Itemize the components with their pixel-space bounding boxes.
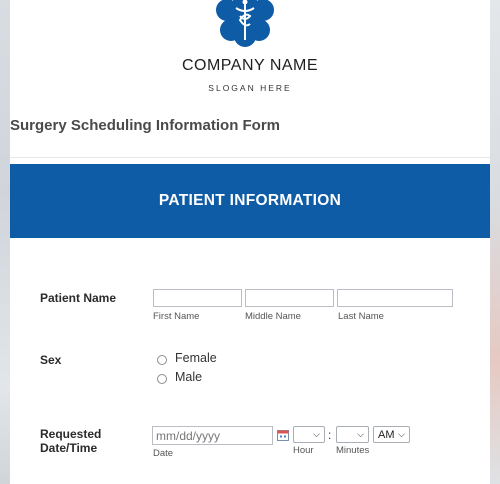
hour-sublabel: Hour: [293, 445, 314, 456]
female-radio-label[interactable]: Female: [175, 351, 217, 365]
first-name-input[interactable]: [153, 289, 242, 307]
ampm-select[interactable]: [373, 426, 410, 443]
calendar-icon[interactable]: [277, 429, 289, 441]
header-divider: [10, 157, 490, 158]
female-radio[interactable]: [157, 355, 167, 365]
chevron-down-icon: ⌵: [357, 429, 364, 439]
first-name-sublabel: First Name: [153, 311, 200, 322]
ampm-value: AM: [378, 428, 395, 441]
minutes-select[interactable]: [336, 426, 369, 443]
minutes-sublabel: Minutes: [336, 445, 370, 456]
caduceus-flower-logo-icon: [205, 0, 285, 50]
sex-label: Sex: [40, 353, 62, 367]
time-colon: :: [328, 428, 332, 442]
date-input[interactable]: [152, 426, 273, 445]
requested-label-line2: Date/Time: [40, 441, 98, 455]
last-name-input[interactable]: [337, 289, 453, 307]
hour-select[interactable]: [293, 426, 325, 443]
middle-name-sublabel: Middle Name: [245, 311, 301, 322]
male-radio[interactable]: [157, 374, 167, 384]
company-name: COMPANY NAME: [181, 57, 319, 74]
section-banner: [10, 164, 490, 238]
date-sublabel: Date: [153, 448, 174, 459]
patient-name-label: Patient Name: [40, 291, 117, 305]
middle-name-input[interactable]: [245, 289, 334, 307]
requested-label-line1: Requested: [40, 427, 102, 441]
chevron-down-icon: ⌵: [398, 429, 405, 439]
male-radio-label[interactable]: Male: [175, 370, 203, 384]
last-name-sublabel: Last Name: [338, 311, 384, 322]
section-title: PATIENT INFORMATION: [158, 192, 342, 209]
form-title: Surgery Scheduling Information Form: [10, 117, 281, 134]
company-slogan: SLOGAN HERE: [208, 83, 292, 93]
chevron-down-icon: ⌵: [313, 429, 320, 439]
